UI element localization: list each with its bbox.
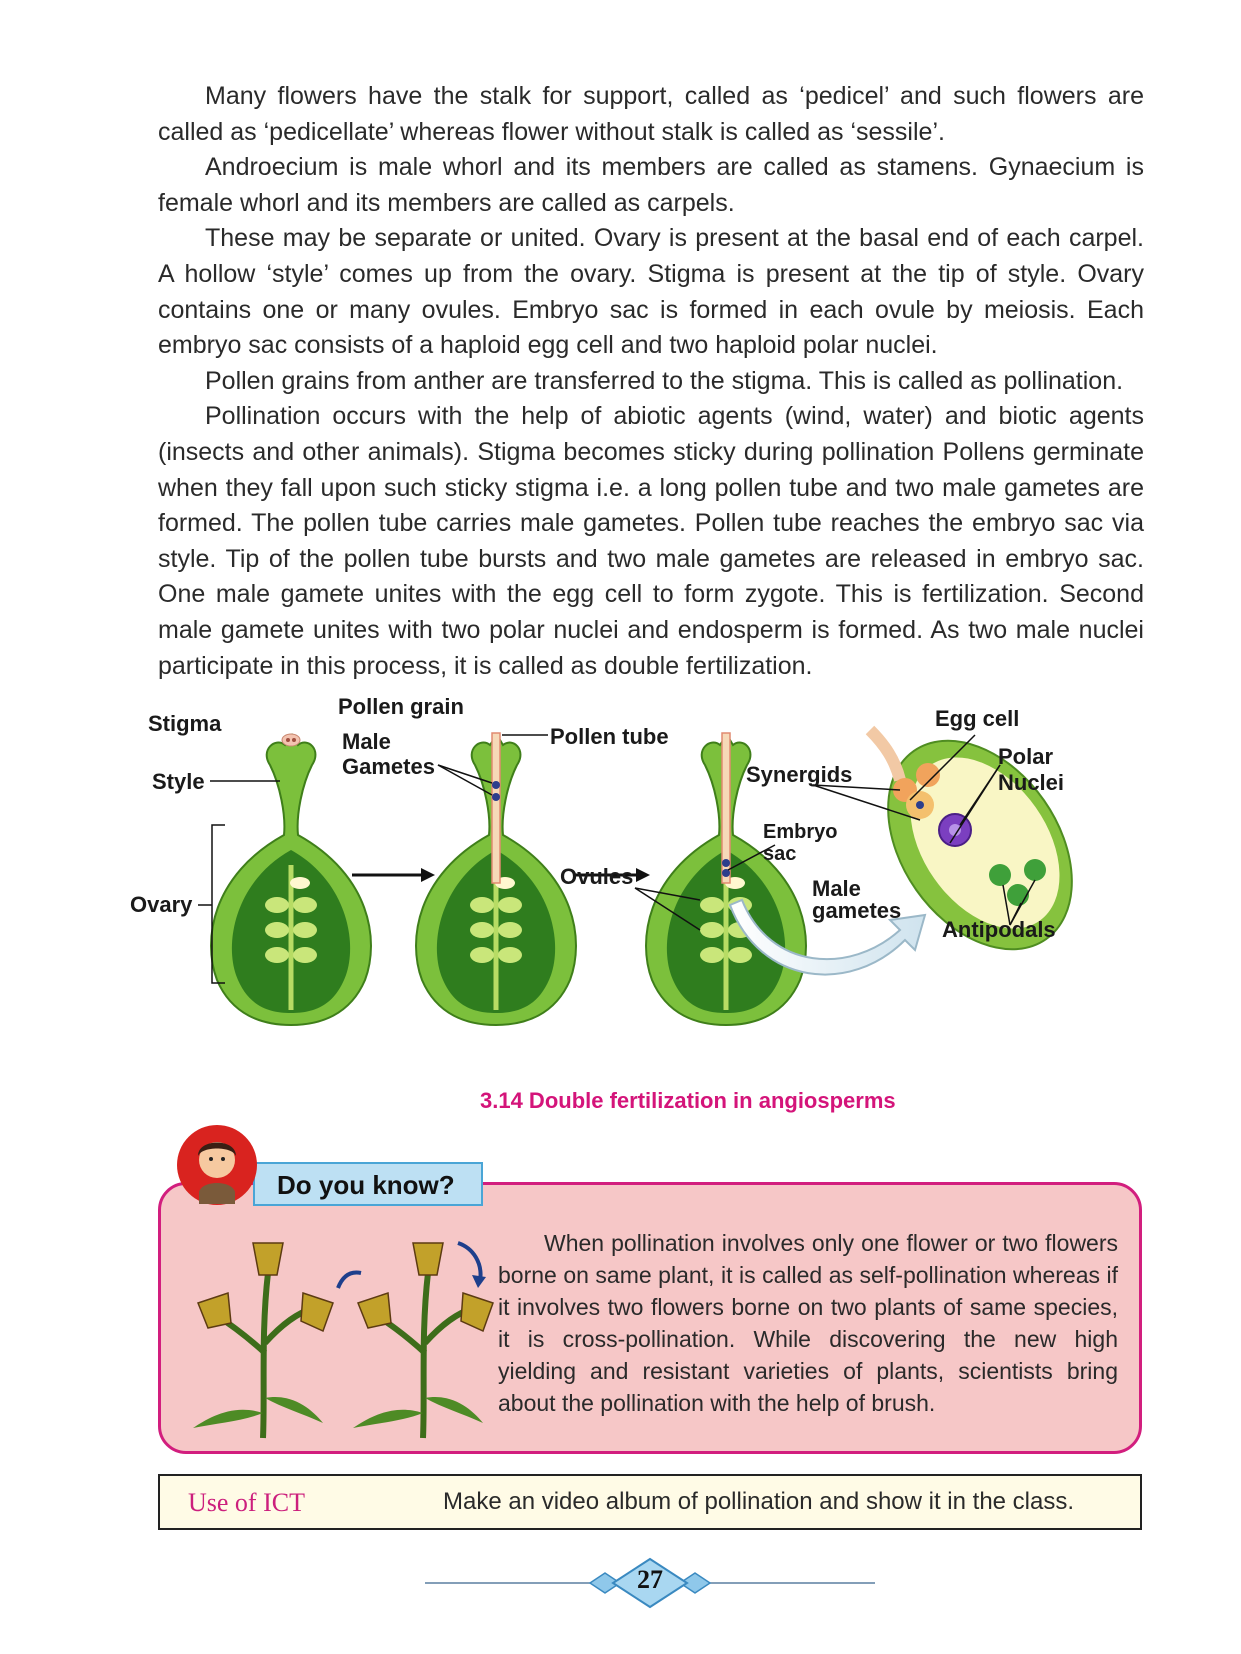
use-of-ict-box: [158, 1474, 1142, 1530]
label-style: Style: [152, 769, 205, 794]
label-polar-nuclei-line2: Nuclei: [998, 770, 1065, 795]
ict-label: Use of ICT: [188, 1488, 305, 1517]
girl-avatar-icon: [174, 1122, 260, 1208]
arrow-1: [352, 868, 435, 882]
ict-text: Make an video album of pollination and show it in the class.: [443, 1488, 1075, 1515]
flower-plants-illustration: [173, 1213, 503, 1443]
paragraph-pollen-grains: Pollen grains from anther are transferred to the stigma. This is called as pollination.: [205, 366, 1124, 395]
label-polar-nuclei-line1: Polar: [998, 744, 1054, 769]
label-stigma: Stigma: [148, 711, 222, 736]
figure-illustration: [130, 725, 1150, 1070]
paragraph-ovary: These may be separate or united. Ovary is present at the basal end of each carpel. A hollow ‘style’ comes up from the ovary. Stigma is present at the tip of style. Ovary contains one or many ovules. Embryo sac is formed in each ovule by meiosis. Each embryo sac consists of a haploid egg cell and two haploid polar nuclei.: [158, 224, 1144, 360]
label-egg-cell: Egg cell: [935, 706, 1020, 731]
label-antipodals: Antipodals: [942, 917, 1056, 942]
do-you-know-tab: [253, 1162, 483, 1206]
label-embryo-sac-line1: Embryo: [763, 821, 838, 843]
label-male-gametes-line2: Gametes: [342, 754, 435, 779]
paragraph-pedicel: Many flowers have the stalk for support, called as ‘pedicel’ and such flowers are called as ‘pedicellate’ whereas flower without stalk is called as ‘sessile’.: [158, 82, 1144, 146]
body-text: [0, 79, 1241, 684]
label-pollen-tube: Pollen tube: [550, 724, 669, 749]
carpel-2: [416, 733, 576, 1025]
label-embryo-sac-line2: sac: [763, 843, 797, 865]
paragraph-androecium: Androecium is male whorl and its members are called as stamens. Gynaecium is female whorl and its members are called as carpels.: [158, 153, 1144, 217]
double-fertilization-figure: [130, 694, 1150, 1070]
label-ovary: Ovary: [130, 892, 193, 917]
do-you-know-text: When pollination involves only one flower or two flowers borne on same plant, it is called as self-pollination whereas if it involves two flowers borne on two plants of same species, it is cross-pollination. While discovering the new high yielding and resistant varieties of plants, scientists bring about the pollination with the help of brush.: [498, 1230, 1118, 1416]
paragraph-pollination: Pollination occurs with the help of abiotic agents (wind, water) and biotic agents (insects and other animals). Stigma becomes sticky during pollination Pollens germinate when they fall upon such sticky stigma i.e. a long pollen tube and two male gametes are formed. The pollen tube carries male gametes. Pollen tube reaches the embryo sac via style. Tip of the pollen tube bursts and two male gametes are released in embryo sac. One male gamete unites with the egg cell to form zygote. This is fertilization. Second male gamete unites with two polar nuclei and endosperm is formed. As two male nuclei participate in this process, it is called as double fertilization.: [158, 402, 1144, 680]
label-pollen-grain: Pollen grain: [338, 694, 464, 719]
page-number: 27: [637, 1565, 663, 1594]
label-synergids: Synergids: [746, 762, 853, 787]
label-male-gametes-b-line2: gametes: [812, 898, 902, 923]
label-male-gametes-b-line1: Male: [812, 876, 861, 901]
label-ovules: Ovules: [560, 864, 634, 889]
figure-caption: 3.14 Double fertilization in angiosperms: [480, 1088, 896, 1113]
label-male-gametes-line1: Male: [342, 729, 391, 754]
do-you-know-title: Do you know?: [277, 1170, 455, 1200]
page-number-footer: [425, 1557, 875, 1609]
